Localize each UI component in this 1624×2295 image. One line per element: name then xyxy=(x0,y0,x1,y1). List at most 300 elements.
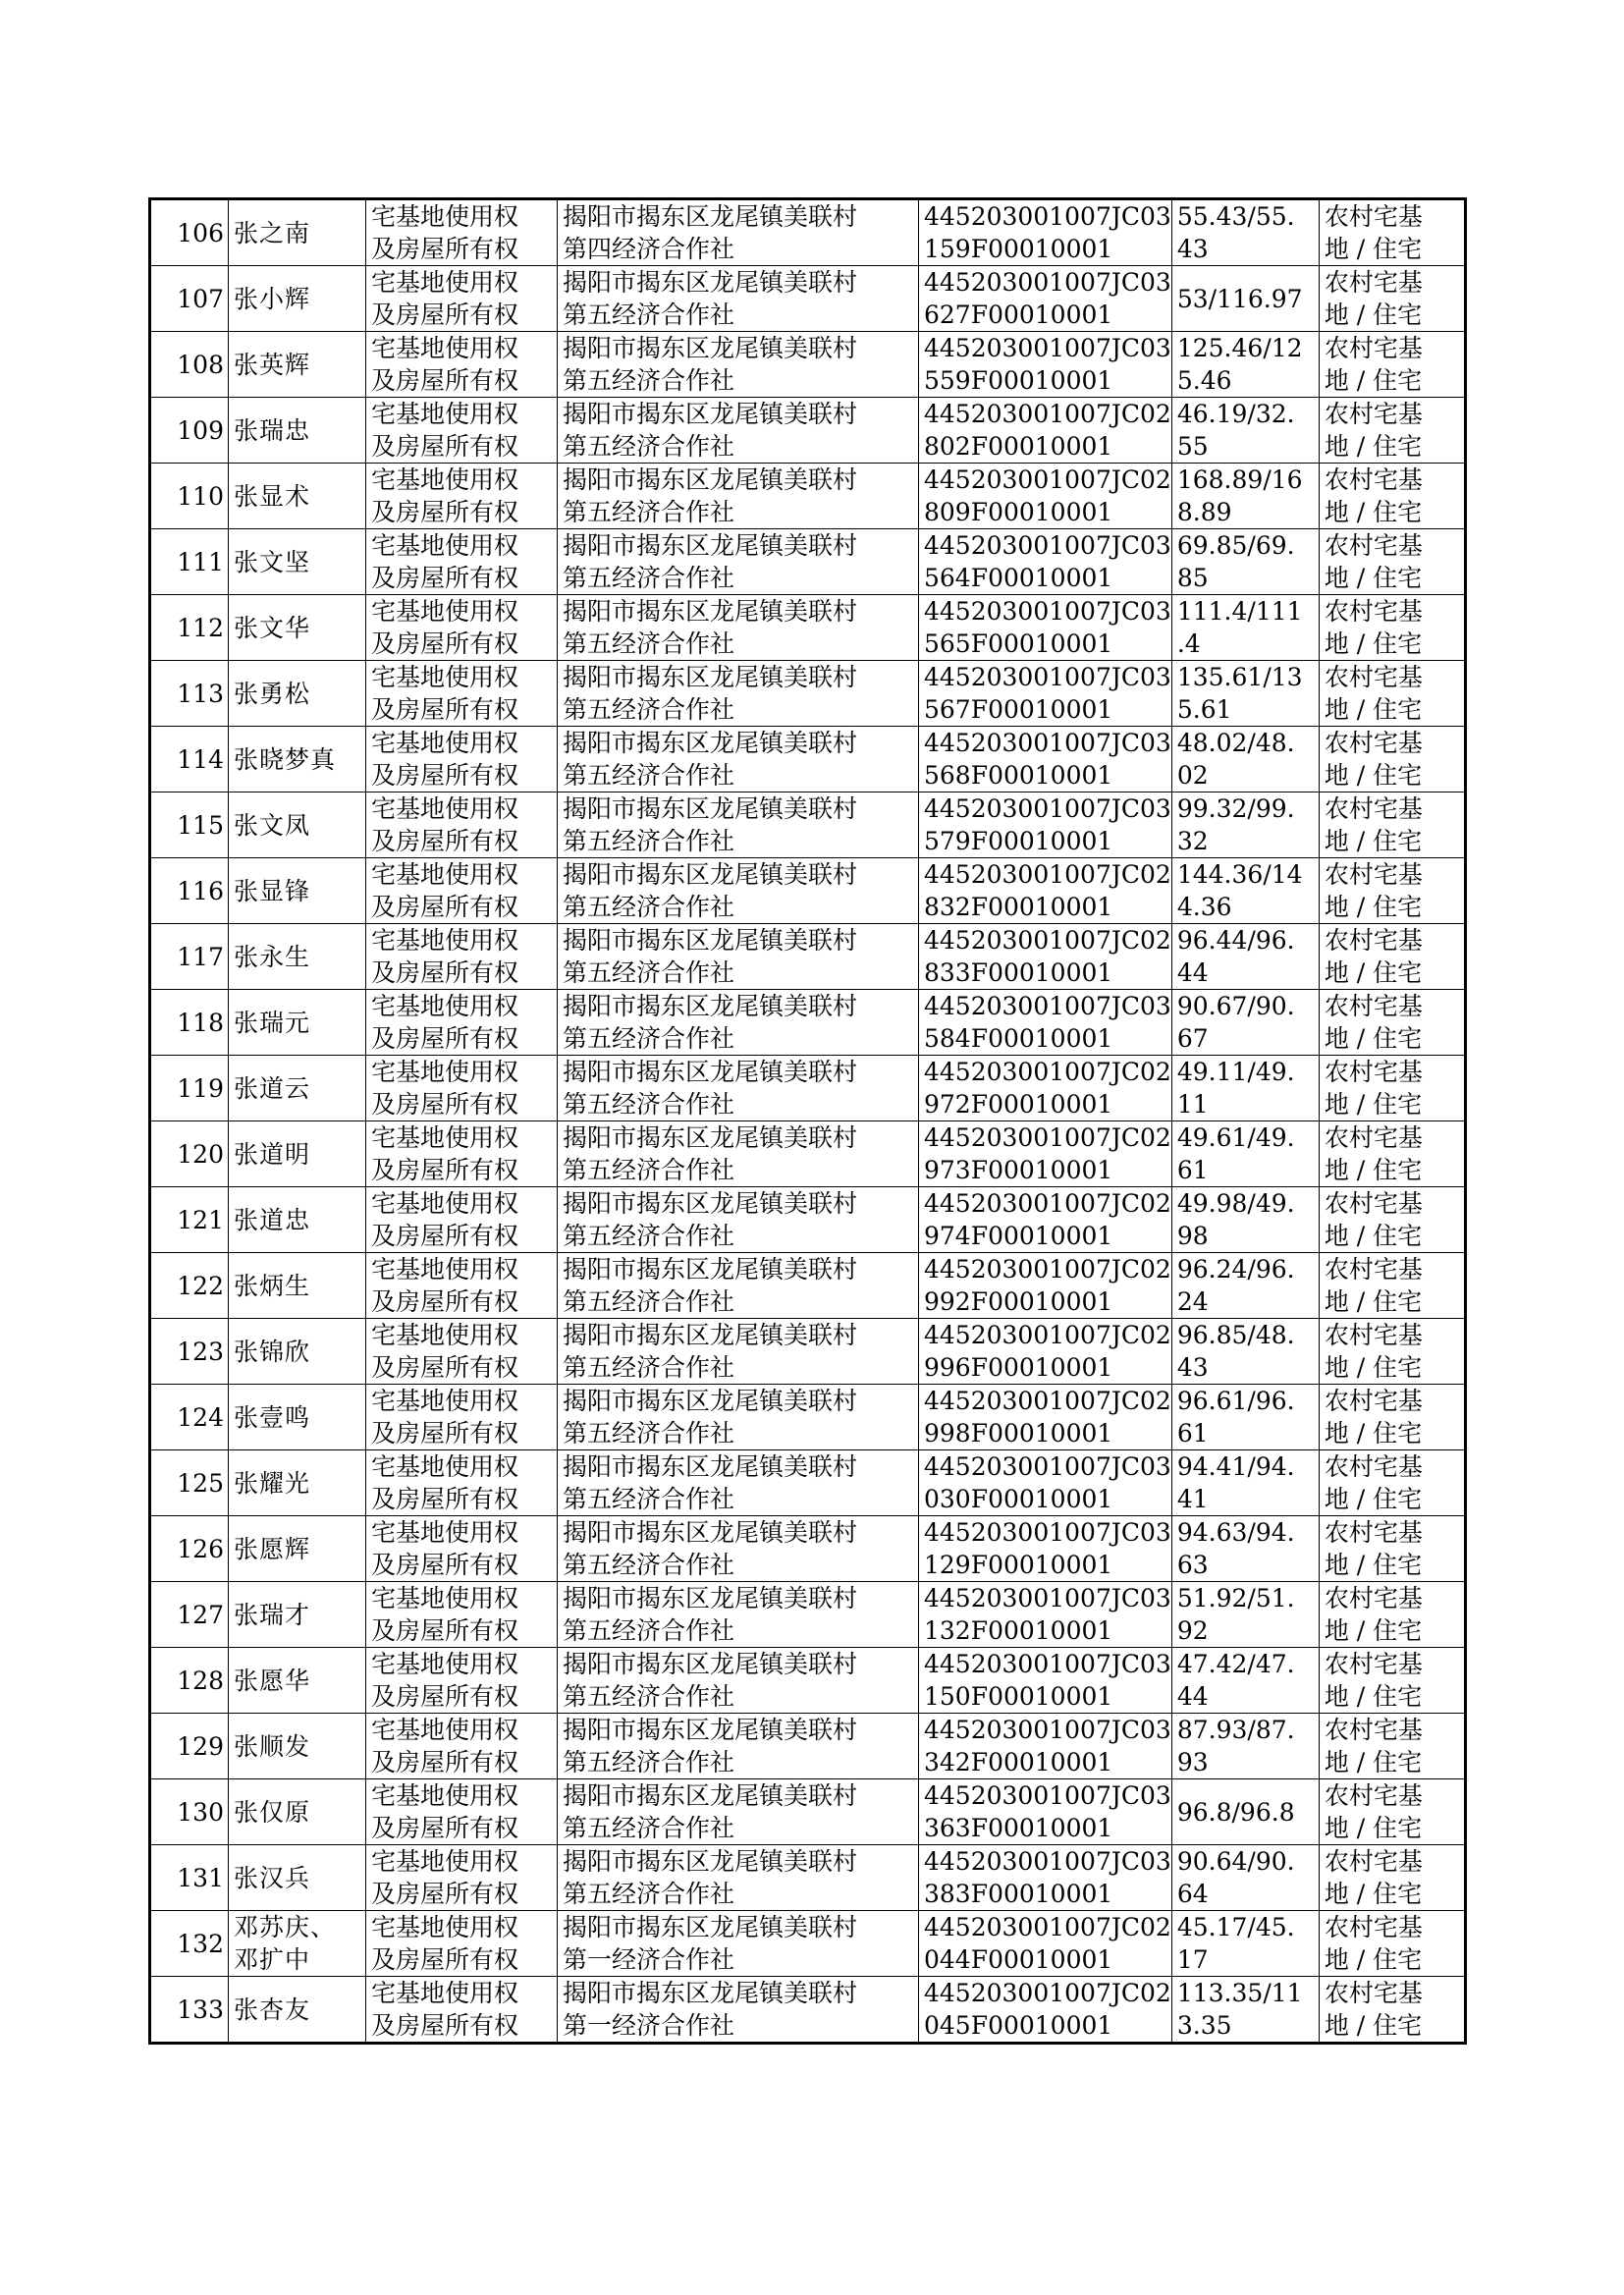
area-line: 41 xyxy=(1176,1485,1209,1513)
right-type-line: 及房屋所有权 xyxy=(371,827,519,855)
area-line: 96.24/96. xyxy=(1176,1255,1295,1284)
land-use-cell xyxy=(1319,595,1465,661)
table-row xyxy=(150,792,1466,858)
right-type-line: 宅基地使用权 xyxy=(371,1058,519,1086)
unit-code-line: 445203001007JC02 xyxy=(924,926,1171,955)
right-type-cell xyxy=(366,1845,558,1911)
area-cell xyxy=(1171,1319,1319,1385)
row-number-cell: 128 xyxy=(150,1648,229,1714)
unit-code-line: 132F00010001 xyxy=(924,1616,1113,1645)
location-line: 第五经济合作社 xyxy=(563,1748,735,1776)
area-cell xyxy=(1171,661,1319,727)
location-cell xyxy=(558,1121,919,1187)
right-type-line: 及房屋所有权 xyxy=(371,1222,519,1250)
land-use-cell xyxy=(1319,858,1465,924)
location-cell xyxy=(558,1187,919,1253)
area-line: 4.36 xyxy=(1176,893,1232,921)
location-line: 揭阳市揭东区龙尾镇美联村 xyxy=(563,1716,858,1744)
area-line: 67 xyxy=(1176,1024,1209,1053)
owner-name-cell: 张文华 xyxy=(229,595,366,661)
land-use-cell xyxy=(1319,1187,1465,1253)
table-row xyxy=(150,1121,1466,1187)
right-type-line: 及房屋所有权 xyxy=(371,1419,519,1448)
right-type-line: 及房屋所有权 xyxy=(371,1748,519,1776)
owner-name-cell: 张勇松 xyxy=(229,661,366,727)
location-line: 第五经济合作社 xyxy=(563,958,735,987)
location-line: 揭阳市揭东区龙尾镇美联村 xyxy=(563,1847,858,1876)
unit-code-cell xyxy=(919,1253,1172,1319)
area-line: 02 xyxy=(1176,761,1209,790)
location-line: 第五经济合作社 xyxy=(563,1287,735,1316)
right-type-cell xyxy=(366,1582,558,1648)
area-line: 98 xyxy=(1176,1222,1209,1250)
unit-code-line: 445203001007JC03 xyxy=(924,1650,1171,1678)
row-number-cell: 130 xyxy=(150,1779,229,1845)
owner-name-cell: 张愿辉 xyxy=(229,1516,366,1582)
area-line: 69.85/69. xyxy=(1176,531,1295,560)
location-cell xyxy=(558,1977,919,2044)
area-cell xyxy=(1171,1516,1319,1582)
unit-code-line: 044F00010001 xyxy=(924,1945,1113,1974)
unit-code-line: 445203001007JC03 xyxy=(924,663,1171,691)
location-cell xyxy=(558,1845,919,1911)
location-line: 揭阳市揭东区龙尾镇美联村 xyxy=(563,202,858,231)
location-cell xyxy=(558,266,919,332)
land-use-line: 农村宅基 xyxy=(1324,1584,1423,1612)
area-cell xyxy=(1171,1121,1319,1187)
land-use-line: 地 / 住宅 xyxy=(1324,1156,1423,1184)
unit-code-line: 159F00010001 xyxy=(924,235,1113,263)
owner-name-cell: 张瑞忠 xyxy=(229,398,366,464)
area-line: .4 xyxy=(1176,629,1201,658)
area-cell xyxy=(1171,529,1319,595)
land-use-cell xyxy=(1319,199,1465,266)
unit-code-line: 627F00010001 xyxy=(924,301,1113,329)
area-line: 93 xyxy=(1176,1748,1209,1776)
owner-name-cell: 张永生 xyxy=(229,924,366,990)
owner-name-cell: 张显锋 xyxy=(229,858,366,924)
area-line: 44 xyxy=(1176,958,1209,987)
unit-code-cell xyxy=(919,1845,1172,1911)
right-type-cell xyxy=(366,1121,558,1187)
land-use-line: 地 / 住宅 xyxy=(1324,1485,1423,1513)
table-row xyxy=(150,398,1466,464)
land-use-line: 农村宅基 xyxy=(1324,1255,1423,1284)
right-type-line: 及房屋所有权 xyxy=(371,1945,519,1974)
location-cell xyxy=(558,1714,919,1779)
location-cell xyxy=(558,1516,919,1582)
location-line: 揭阳市揭东区龙尾镇美联村 xyxy=(563,1189,858,1218)
right-type-line: 宅基地使用权 xyxy=(371,1584,519,1612)
location-line: 揭阳市揭东区龙尾镇美联村 xyxy=(563,1123,858,1152)
area-line: 96.85/48. xyxy=(1176,1321,1295,1349)
unit-code-cell xyxy=(919,1714,1172,1779)
owner-name-cell: 张杏友 xyxy=(229,1977,366,2044)
right-type-cell xyxy=(366,1911,558,1977)
location-line: 第五经济合作社 xyxy=(563,1090,735,1119)
area-line: 51.92/51. xyxy=(1176,1584,1295,1612)
location-line: 揭阳市揭东区龙尾镇美联村 xyxy=(563,268,858,297)
owner-name-cell: 张汉兵 xyxy=(229,1845,366,1911)
area-line: 92 xyxy=(1176,1616,1209,1645)
location-line: 揭阳市揭东区龙尾镇美联村 xyxy=(563,531,858,560)
unit-code-cell xyxy=(919,1187,1172,1253)
right-type-line: 宅基地使用权 xyxy=(371,1716,519,1744)
unit-code-line: 809F00010001 xyxy=(924,498,1113,526)
area-line: 96.8/96.8 xyxy=(1176,1797,1295,1827)
location-cell xyxy=(558,595,919,661)
table-row xyxy=(150,1516,1466,1582)
area-line: 17 xyxy=(1176,1945,1209,1974)
right-type-line: 及房屋所有权 xyxy=(371,1090,519,1119)
location-line: 揭阳市揭东区龙尾镇美联村 xyxy=(563,794,858,823)
table-row xyxy=(150,1779,1466,1845)
area-line: 32 xyxy=(1176,827,1209,855)
unit-code-line: 802F00010001 xyxy=(924,432,1113,461)
land-use-line: 农村宅基 xyxy=(1324,729,1423,757)
location-cell xyxy=(558,1385,919,1450)
location-line: 第一经济合作社 xyxy=(563,1945,735,1974)
land-use-line: 地 / 住宅 xyxy=(1324,1945,1423,1974)
unit-code-cell xyxy=(919,1056,1172,1121)
unit-code-cell xyxy=(919,1911,1172,1977)
location-cell xyxy=(558,1319,919,1385)
unit-code-line: 445203001007JC02 xyxy=(924,1321,1171,1349)
land-use-line: 农村宅基 xyxy=(1324,334,1423,362)
area-line: 49.11/49. xyxy=(1176,1058,1295,1086)
table-row xyxy=(150,1977,1466,2044)
land-use-line: 农村宅基 xyxy=(1324,1913,1423,1941)
area-cell xyxy=(1171,727,1319,792)
land-use-line: 地 / 住宅 xyxy=(1324,432,1423,461)
area-line: 64 xyxy=(1176,1880,1209,1908)
location-cell xyxy=(558,529,919,595)
unit-code-line: 150F00010001 xyxy=(924,1682,1113,1711)
land-use-line: 地 / 住宅 xyxy=(1324,1880,1423,1908)
table-row xyxy=(150,1648,1466,1714)
location-line: 揭阳市揭东区龙尾镇美联村 xyxy=(563,334,858,362)
land-use-line: 地 / 住宅 xyxy=(1324,301,1423,329)
unit-code-cell xyxy=(919,661,1172,727)
row-number-cell: 107 xyxy=(150,266,229,332)
right-type-line: 宅基地使用权 xyxy=(371,531,519,560)
location-cell xyxy=(558,1582,919,1648)
location-line: 第五经济合作社 xyxy=(563,498,735,526)
right-type-cell xyxy=(366,1056,558,1121)
land-use-line: 地 / 住宅 xyxy=(1324,958,1423,987)
right-type-line: 及房屋所有权 xyxy=(371,1880,519,1908)
location-cell xyxy=(558,924,919,990)
land-use-line: 地 / 住宅 xyxy=(1324,629,1423,658)
owner-name-cell xyxy=(229,1911,366,1977)
land-use-line: 农村宅基 xyxy=(1324,1123,1423,1152)
right-type-line: 宅基地使用权 xyxy=(371,1650,519,1678)
unit-code-cell xyxy=(919,595,1172,661)
area-line: 3.35 xyxy=(1176,2011,1232,2040)
table-row xyxy=(150,464,1466,529)
area-line: 8.89 xyxy=(1176,498,1232,526)
row-number-cell: 127 xyxy=(150,1582,229,1648)
right-type-line: 宅基地使用权 xyxy=(371,202,519,231)
land-use-line: 地 / 住宅 xyxy=(1324,1616,1423,1645)
table-row xyxy=(150,595,1466,661)
unit-code-line: 445203001007JC03 xyxy=(924,992,1171,1020)
land-use-line: 地 / 住宅 xyxy=(1324,498,1423,526)
row-number-cell: 111 xyxy=(150,529,229,595)
row-number-cell: 121 xyxy=(150,1187,229,1253)
area-line: 111.4/111 xyxy=(1176,597,1303,626)
land-use-line: 地 / 住宅 xyxy=(1324,564,1423,592)
area-line: 96.44/96. xyxy=(1176,926,1295,955)
location-line: 第五经济合作社 xyxy=(563,893,735,921)
land-use-cell xyxy=(1319,1450,1465,1516)
land-use-line: 农村宅基 xyxy=(1324,992,1423,1020)
land-use-line: 农村宅基 xyxy=(1324,663,1423,691)
area-line: 49.61/49. xyxy=(1176,1123,1295,1152)
unit-code-line: 445203001007JC03 xyxy=(924,794,1171,823)
right-type-cell xyxy=(366,1385,558,1450)
right-type-line: 及房屋所有权 xyxy=(371,432,519,461)
owner-name-cell: 张顺发 xyxy=(229,1714,366,1779)
area-line: 87.93/87. xyxy=(1176,1716,1295,1744)
area-cell xyxy=(1171,1582,1319,1648)
location-line: 揭阳市揭东区龙尾镇美联村 xyxy=(563,1584,858,1612)
location-line: 第五经济合作社 xyxy=(563,1551,735,1579)
land-use-cell xyxy=(1319,1779,1465,1845)
area-cell xyxy=(1171,1911,1319,1977)
unit-code-cell xyxy=(919,1121,1172,1187)
land-use-line: 农村宅基 xyxy=(1324,860,1423,889)
unit-code-line: 974F00010001 xyxy=(924,1222,1113,1250)
land-use-line: 农村宅基 xyxy=(1324,268,1423,297)
owner-name-cell: 张文坚 xyxy=(229,529,366,595)
right-type-line: 宅基地使用权 xyxy=(371,465,519,494)
right-type-cell xyxy=(366,924,558,990)
location-cell xyxy=(558,792,919,858)
location-cell xyxy=(558,1056,919,1121)
table-row xyxy=(150,1253,1466,1319)
area-cell xyxy=(1171,924,1319,990)
area-line: 96.61/96. xyxy=(1176,1387,1295,1415)
area-cell xyxy=(1171,1253,1319,1319)
location-line: 揭阳市揭东区龙尾镇美联村 xyxy=(563,597,858,626)
area-line: 144.36/14 xyxy=(1176,860,1303,889)
unit-code-cell xyxy=(919,792,1172,858)
unit-code-cell xyxy=(919,990,1172,1056)
location-line: 第五经济合作社 xyxy=(563,1616,735,1645)
right-type-line: 及房屋所有权 xyxy=(371,301,519,329)
area-cell xyxy=(1171,1385,1319,1450)
area-cell xyxy=(1171,595,1319,661)
right-type-line: 及房屋所有权 xyxy=(371,564,519,592)
location-line: 揭阳市揭东区龙尾镇美联村 xyxy=(563,400,858,428)
right-type-cell xyxy=(366,1779,558,1845)
unit-code-line: 445203001007JC03 xyxy=(924,597,1171,626)
unit-code-cell xyxy=(919,1648,1172,1714)
row-number-cell: 115 xyxy=(150,792,229,858)
right-type-line: 宅基地使用权 xyxy=(371,1913,519,1941)
table-row xyxy=(150,1385,1466,1450)
row-number-cell: 113 xyxy=(150,661,229,727)
unit-code-line: 973F00010001 xyxy=(924,1156,1113,1184)
land-use-line: 地 / 住宅 xyxy=(1324,2011,1423,2040)
right-type-line: 宅基地使用权 xyxy=(371,1979,519,2007)
right-type-line: 宅基地使用权 xyxy=(371,268,519,297)
land-use-line: 农村宅基 xyxy=(1324,794,1423,823)
unit-code-line: 445203001007JC03 xyxy=(924,1518,1171,1547)
unit-code-line: 445203001007JC02 xyxy=(924,465,1171,494)
table-row xyxy=(150,1056,1466,1121)
owner-name-cell: 张仅原 xyxy=(229,1779,366,1845)
right-type-line: 宅基地使用权 xyxy=(371,926,519,955)
area-line: 61 xyxy=(1176,1419,1209,1448)
right-type-line: 及房屋所有权 xyxy=(371,235,519,263)
location-line: 第五经济合作社 xyxy=(563,1880,735,1908)
owner-name-cell: 张道忠 xyxy=(229,1187,366,1253)
table-row xyxy=(150,1319,1466,1385)
land-use-line: 农村宅基 xyxy=(1324,1847,1423,1876)
land-use-line: 农村宅基 xyxy=(1324,1716,1423,1744)
location-line: 揭阳市揭东区龙尾镇美联村 xyxy=(563,992,858,1020)
right-type-line: 宅基地使用权 xyxy=(371,1518,519,1547)
right-type-cell xyxy=(366,1187,558,1253)
table-row xyxy=(150,661,1466,727)
right-type-line: 宅基地使用权 xyxy=(371,1255,519,1284)
right-type-cell xyxy=(366,1977,558,2044)
unit-code-line: 567F00010001 xyxy=(924,695,1113,724)
land-use-line: 农村宅基 xyxy=(1324,202,1423,231)
row-number-cell: 119 xyxy=(150,1056,229,1121)
location-line: 揭阳市揭东区龙尾镇美联村 xyxy=(563,926,858,955)
unit-code-line: 129F00010001 xyxy=(924,1551,1113,1579)
location-line: 第五经济合作社 xyxy=(563,761,735,790)
location-cell xyxy=(558,661,919,727)
unit-code-line: 445203001007JC02 xyxy=(924,1058,1171,1086)
owner-name-cell: 张炳生 xyxy=(229,1253,366,1319)
unit-code-line: 045F00010001 xyxy=(924,2011,1113,2040)
unit-code-line: 832F00010001 xyxy=(924,893,1113,921)
unit-code-cell xyxy=(919,332,1172,398)
land-use-line: 地 / 住宅 xyxy=(1324,1419,1423,1448)
unit-code-cell xyxy=(919,1977,1172,2044)
land-use-line: 农村宅基 xyxy=(1324,597,1423,626)
area-line: 24 xyxy=(1176,1287,1209,1316)
location-cell xyxy=(558,464,919,529)
area-line: 53/116.97 xyxy=(1176,284,1303,313)
location-cell xyxy=(558,1253,919,1319)
area-line: 135.61/13 xyxy=(1176,663,1303,691)
land-use-line: 农村宅基 xyxy=(1324,926,1423,955)
owner-name-cell: 张文凤 xyxy=(229,792,366,858)
area-line: 49.98/49. xyxy=(1176,1189,1295,1218)
land-use-line: 地 / 住宅 xyxy=(1324,1814,1423,1842)
unit-code-line: 445203001007JC02 xyxy=(924,1189,1171,1218)
unit-code-cell xyxy=(919,199,1172,266)
area-cell xyxy=(1171,1056,1319,1121)
owner-name-cell: 张道云 xyxy=(229,1056,366,1121)
right-type-line: 及房屋所有权 xyxy=(371,761,519,790)
location-line: 第五经济合作社 xyxy=(563,301,735,329)
area-line: 44 xyxy=(1176,1682,1209,1711)
unit-code-line: 996F00010001 xyxy=(924,1353,1113,1382)
right-type-line: 宅基地使用权 xyxy=(371,1123,519,1152)
location-cell xyxy=(558,1779,919,1845)
area-line: 94.63/94. xyxy=(1176,1518,1295,1547)
right-type-cell xyxy=(366,199,558,266)
area-cell xyxy=(1171,792,1319,858)
right-type-line: 及房屋所有权 xyxy=(371,1616,519,1645)
area-cell xyxy=(1171,332,1319,398)
land-use-line: 农村宅基 xyxy=(1324,1189,1423,1218)
table-row xyxy=(150,990,1466,1056)
unit-code-line: 445203001007JC02 xyxy=(924,1123,1171,1152)
row-number-cell: 125 xyxy=(150,1450,229,1516)
land-use-line: 地 / 住宅 xyxy=(1324,761,1423,790)
land-use-line: 农村宅基 xyxy=(1324,465,1423,494)
land-use-cell xyxy=(1319,924,1465,990)
land-use-line: 地 / 住宅 xyxy=(1324,695,1423,724)
right-type-line: 宅基地使用权 xyxy=(371,729,519,757)
owner-name-cell: 张锦欣 xyxy=(229,1319,366,1385)
land-use-cell xyxy=(1319,990,1465,1056)
land-use-cell xyxy=(1319,266,1465,332)
location-line: 揭阳市揭东区龙尾镇美联村 xyxy=(563,1058,858,1086)
unit-code-line: 363F00010001 xyxy=(924,1814,1113,1842)
row-number-cell: 126 xyxy=(150,1516,229,1582)
table-row xyxy=(150,529,1466,595)
location-cell xyxy=(558,1450,919,1516)
right-type-cell xyxy=(366,661,558,727)
row-number-cell: 129 xyxy=(150,1714,229,1779)
unit-code-cell xyxy=(919,727,1172,792)
right-type-cell xyxy=(366,1516,558,1582)
unit-code-cell xyxy=(919,1779,1172,1845)
land-use-cell xyxy=(1319,1121,1465,1187)
right-type-line: 宅基地使用权 xyxy=(371,860,519,889)
table-row xyxy=(150,727,1466,792)
right-type-line: 及房屋所有权 xyxy=(371,366,519,395)
area-cell xyxy=(1171,1845,1319,1911)
unit-code-cell xyxy=(919,266,1172,332)
row-number-cell: 122 xyxy=(150,1253,229,1319)
land-use-line: 农村宅基 xyxy=(1324,1518,1423,1547)
unit-code-line: 445203001007JC03 xyxy=(924,531,1171,560)
right-type-cell xyxy=(366,1450,558,1516)
owner-name-cell: 张之南 xyxy=(229,199,366,266)
row-number-cell: 123 xyxy=(150,1319,229,1385)
right-type-line: 及房屋所有权 xyxy=(371,893,519,921)
land-use-cell xyxy=(1319,332,1465,398)
area-line: 55.43/55. xyxy=(1176,202,1295,231)
row-number-cell: 118 xyxy=(150,990,229,1056)
row-number-cell: 112 xyxy=(150,595,229,661)
property-register-table xyxy=(148,197,1467,2045)
location-line: 第五经济合作社 xyxy=(563,1024,735,1053)
right-type-line: 及房屋所有权 xyxy=(371,1353,519,1382)
area-line: 125.46/12 xyxy=(1176,334,1303,362)
table-row xyxy=(150,266,1466,332)
unit-code-line: 445203001007JC02 xyxy=(924,1255,1171,1284)
area-line: 43 xyxy=(1176,235,1209,263)
register-table-body xyxy=(150,199,1466,2044)
location-cell xyxy=(558,1911,919,1977)
right-type-line: 宅基地使用权 xyxy=(371,597,519,626)
area-cell xyxy=(1171,1648,1319,1714)
owner-name-cell: 张道明 xyxy=(229,1121,366,1187)
land-use-line: 地 / 住宅 xyxy=(1324,235,1423,263)
row-number-cell: 110 xyxy=(150,464,229,529)
area-line: 94.41/94. xyxy=(1176,1452,1295,1481)
